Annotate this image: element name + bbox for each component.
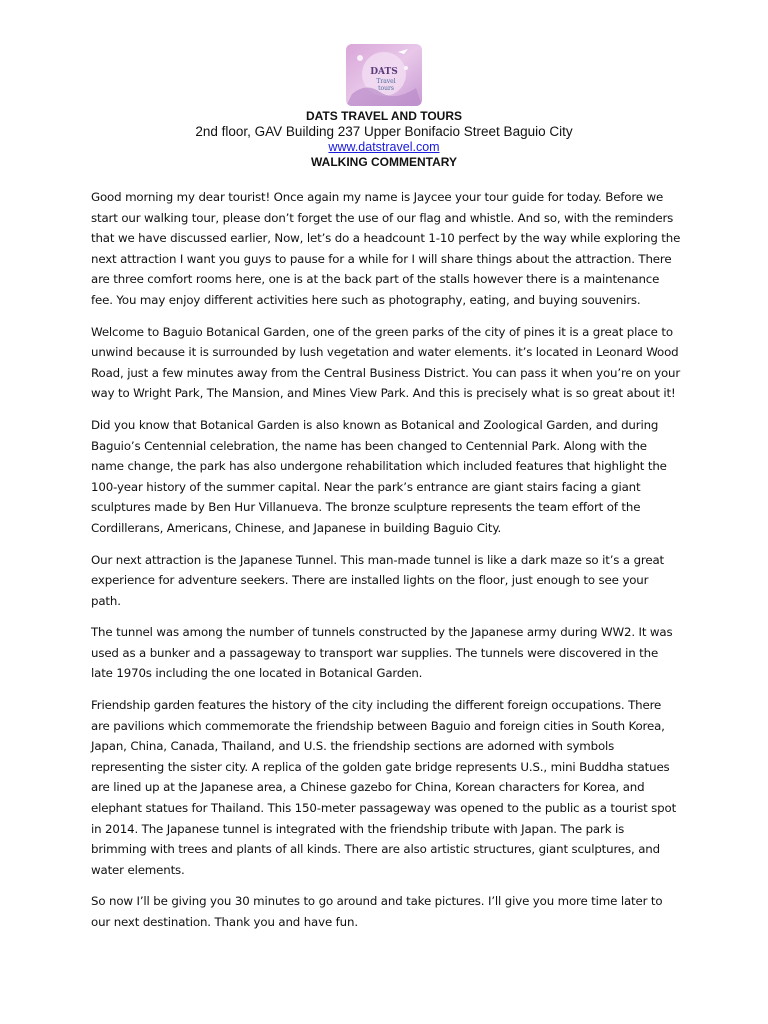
paragraph: Friendship garden features the history of the city including the different foreign occupations. There are pavilions which commemorate the friendship between Baguio and foreign cities in South Korea, Japan, China, Canada, Thailand, and U.S. the friendship sections are adorned with symbols representing the sister city. A replica of the golden gate bridge represents U.S., mini Buddha statues are lined up at the Japanese area, a Chinese gazebo for China, Korean characters for Korea, and elephant statues for Thailand. This 150-meter passageway was opened to the public as a tourist spot in 2014. The Japanese tunnel is integrated with the friendship tribute with Japan. The park is brimming with trees and plants of all kinds. There are also artistic structures, giant sculptures, and water elements. <box>91 698 677 877</box>
svg-text:tours: tours <box>378 85 394 92</box>
paragraph: Good morning my dear tourist! Once again my name is Jaycee your tour guide for today. Before we start our walking tour, please don’t forget the use of our flag and whistle. And so, with the reminders that we have discussed earlier, Now, let’s do a headcount 1-10 perfect by the way while exploring the next attraction I want you guys to pause for a while for I will share things about the attraction. There are three comfort rooms here, one is at the back part of the stalls however there is a maintenance fee. You may enjoy different activities here such as photography, eating, and buying souvenirs. <box>91 190 681 307</box>
company-address: 2nd floor, GAV Building 237 Upper Bonifacio Street Baguio City <box>195 124 573 139</box>
commentary-body <box>91 187 681 944</box>
svg-text:Travel: Travel <box>376 78 396 85</box>
paragraph: Our next attraction is the Japanese Tunnel. This man-made tunnel is like a dark maze so it’s a great experience for adventure seekers. There are installed lights on the floor, just enough to see your path. <box>91 552 665 608</box>
paragraph: Did you know that Botanical Garden is also known as Botanical and Zoological Garden, and during Baguio’s Centennial celebration, the name has been changed to Centennial Park. Along with the name change, the park has also undergone rehabilitation which included features that highlight the 100-year history of the summer capital. Near the park’s entrance are giant stairs facing a giant sculptures made by Ben Hur Villanueva. The bronze sculpture represents the team effort of the Cordillerans, Americans, Chinese, and Japanese in building Baguio City. <box>91 417 667 535</box>
paragraph: Welcome to Baguio Botanical Garden, one of the green parks of the city of pines it is a great place to unwind because it is surrounded by lush vegetation and water elements. it’s located in Leonard Wood Road, just a few minutes away from the Central Business District. You can pass it when you’re on your way to Wright Park, The Mansion, and Mines View Park. And this is precisely what is so great about it! <box>91 324 681 401</box>
paragraph: So now I’ll be giving you 30 minutes to go around and take pictures. I’ll give you more time later to our next destination. Thank you and have fun. <box>91 894 663 929</box>
document-header <box>0 109 768 170</box>
document-title: WALKING COMMENTARY <box>311 155 457 169</box>
company-name: DATS TRAVEL AND TOURS <box>305 109 462 123</box>
company-logo <box>346 44 422 106</box>
svg-text:DATS: DATS <box>370 67 398 77</box>
paragraph: The tunnel was among the number of tunnels constructed by the Japanese army during WW2. It was used as a bunker and a passageway to transport war supplies. The tunnels were discovered in the late 1970s including the one located in Botanical Garden. <box>91 625 673 681</box>
website-link[interactable]: www.datstravel.com <box>328 140 440 154</box>
